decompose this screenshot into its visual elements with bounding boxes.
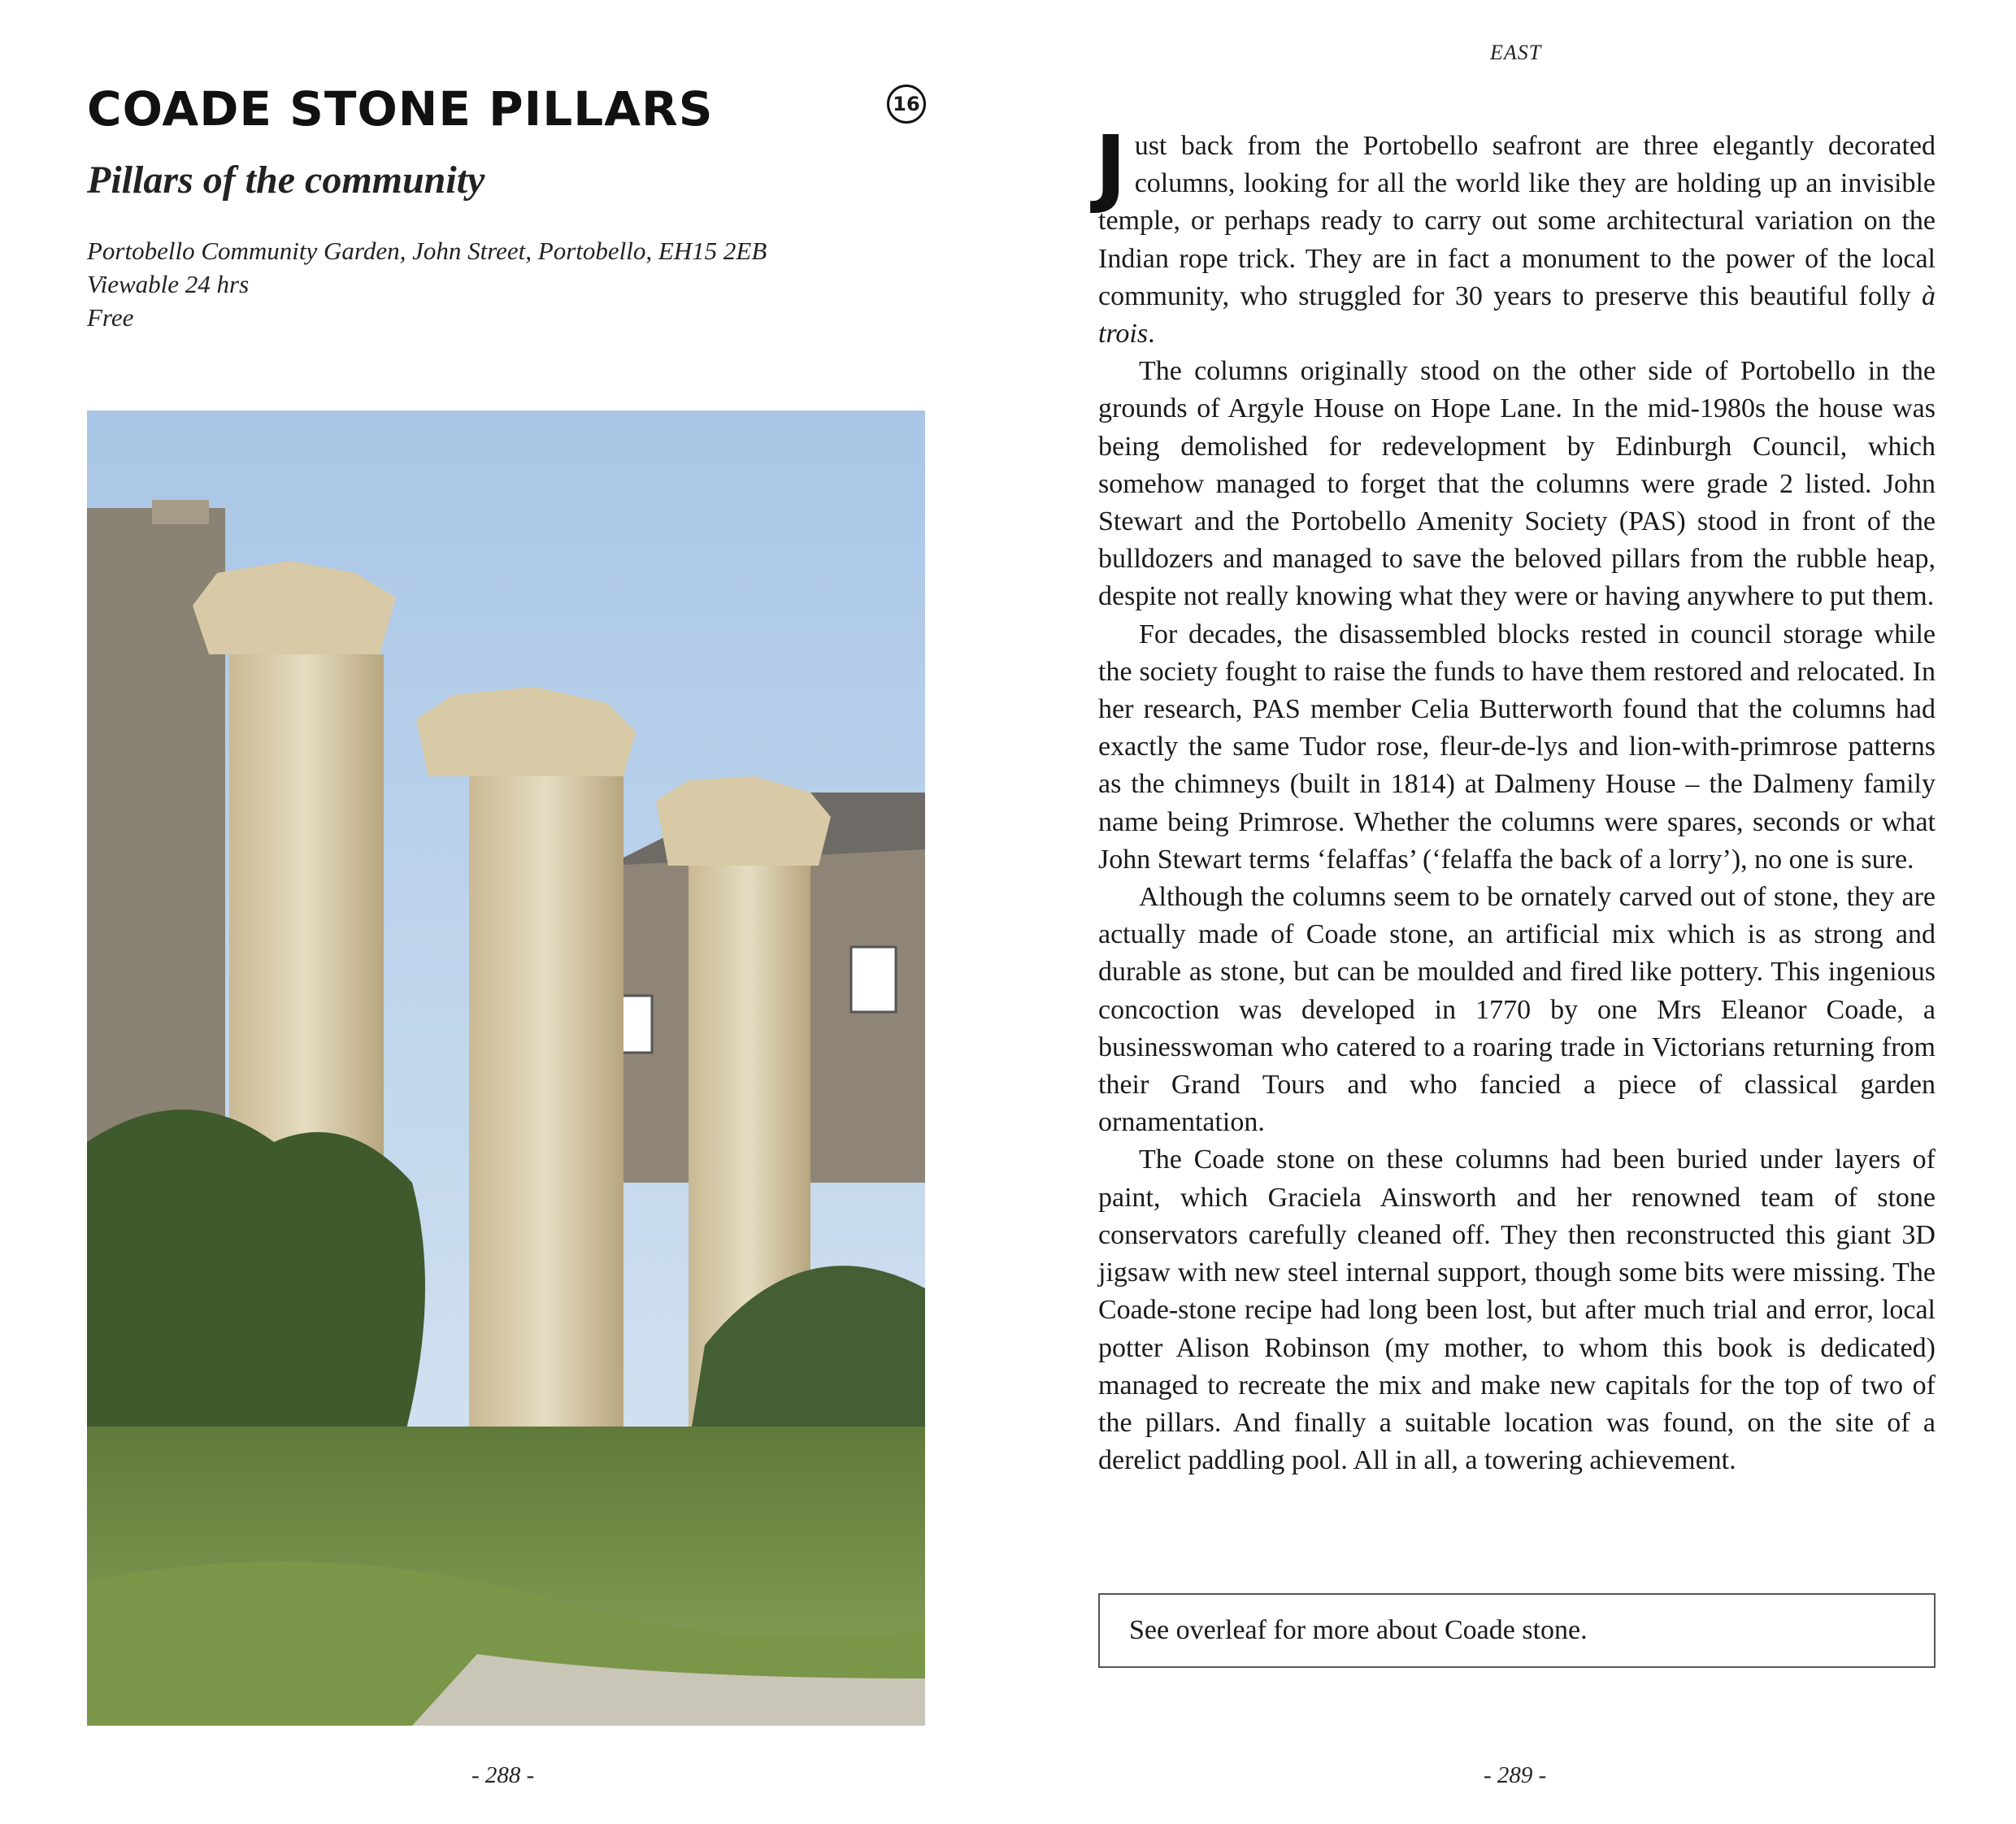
pillars-photo — [87, 410, 925, 1726]
paragraph-3: For decades, the disassembled blocks rested in council storage while the society fought to raise the funds to have them restored and relocated. In her research, PAS member Celia Butterworth found that the columns had exactly the same Tudor rose, fleur-de-lys and lion-with-primrose patterns as the chimneys (built in 1814) at Dalmeny House – the Dalmeny family name being Primrose. Whether the columns were spares, seconds or what John Stewart terms ‘felaffas’ (‘felaffa the back of a lorry’), no one is sure. — [1098, 619, 1936, 875]
page-number-right: - 289 - — [1484, 1762, 1547, 1788]
paragraph-1-italic: à trois — [1098, 280, 1936, 350]
paragraph-4: Although the columns seem to be ornately carved out of stone, they are actually made of Coade stone, an artificial mix which is as strong and durable as stone, but can be moulded and fired like pottery. This ingenious concoction was developed in 1770 by one Mrs Eleanor Coade, a businesswoman who catered to a roaring trade in Victorians returning from their Grand Tours and who fancied a piece of classical garden ornamentation. — [1098, 882, 1936, 1138]
entry-number-badge: 16 — [887, 85, 926, 124]
opening-hours: Viewable 24 hrs — [87, 270, 250, 298]
address: Portobello Community Garden, John Street, Portobello, EH15 2EB — [87, 237, 767, 265]
drop-cap: J — [1095, 117, 1127, 216]
running-head: EAST — [1490, 41, 1542, 64]
overleaf-note-text: See overleaf for more about Coade stone. — [1129, 1615, 1588, 1645]
visitor-info — [87, 234, 767, 334]
overleaf-note — [1098, 1593, 1936, 1668]
admission-price: Free — [87, 303, 134, 332]
right-page — [1008, 0, 2016, 1824]
paragraph-2: The columns originally stood on the other side of Portobello in the grounds of Argyle House on Hope Lane. In the mid-1980s the house was being demolished for redevelopment by Edinburgh Council, which somehow managed to forget that the columns were grade 2 listed. John Stewart and the Portobello Amenity Society (PAS) stood in front of the bulldozers and managed to save the beloved pillars from the rubble heap, despite not really knowing what they were or having anywhere to put them. — [1098, 356, 1936, 612]
paragraph-5: The Coade stone on these columns had been buried under layers of paint, which Graciela Ainsworth and her renowned team of stone conservators carefully cleaned off. They then reconstructed this giant 3D jigsaw with new steel internal support, though some bits were missing. The Coade-stone recipe had long been lost, but after much trial and error, local potter Alison Robinson (my mother, to whom this book is dedicated) managed to recreate the mix and make new capitals for the top of two of the pillars. And finally a suitable location was found, on the site of a derelict paddling pool. All in all, a towering achievement. — [1098, 1144, 1936, 1476]
paragraph-1-end: . — [1148, 319, 1155, 350]
page-number-left: - 288 - — [471, 1762, 535, 1788]
page-title: COADE STONE PILLARS — [87, 81, 714, 137]
article-body — [1095, 117, 1936, 1479]
page-subtitle: Pillars of the community — [87, 159, 485, 202]
paragraph-1-text: ust back from the Portobello seafront are three elegantly decorated columns, looking for all the world like they are holding up an invisible temple, or perhaps ready to carry out some architectural variation on the Indian rope trick. They are in fact a monument to the power of the local community, who struggled for 30 years to preserve this beautiful folly — [1098, 131, 1936, 311]
paragraph-1 — [1095, 117, 1936, 353]
